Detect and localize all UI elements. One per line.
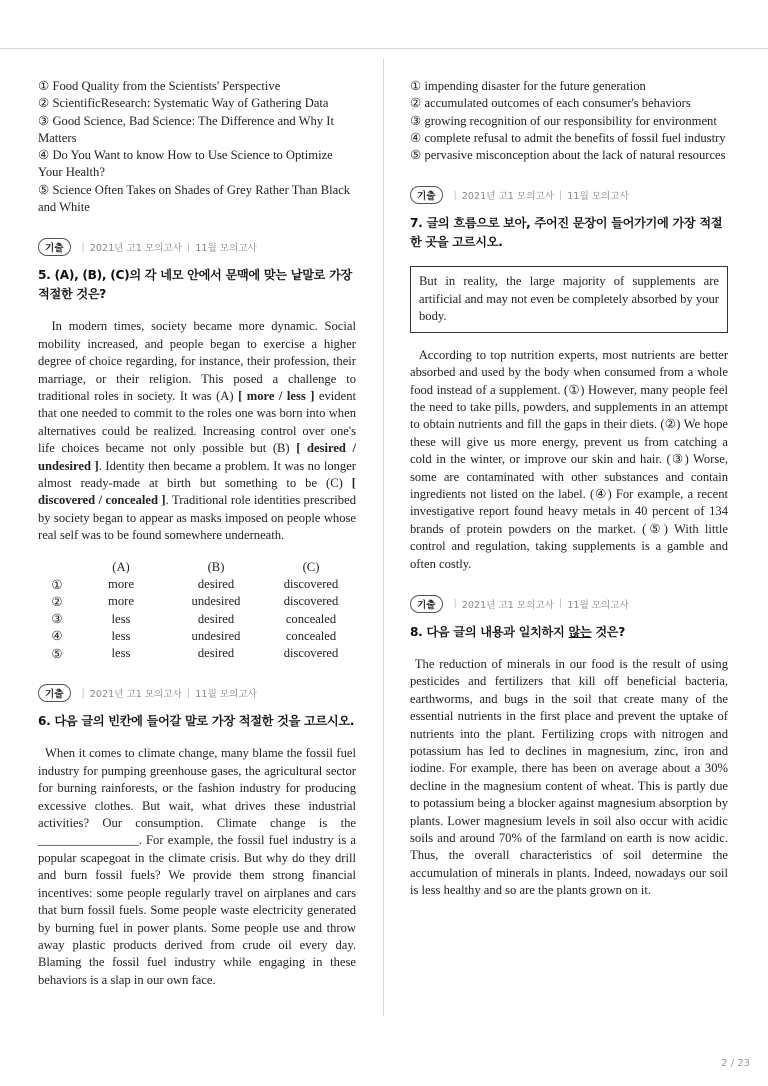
source-month: 11월 모의고사	[195, 689, 257, 701]
q7-passage: According to top nutrition experts, most nutrients are better absorbed and used by the body when consumed from a whole food instead of a supplement. (①) However, many people feel the need to take pills, powders, and supplements in an attempt to obtain nutrients and fill the gaps in their diets. (②) We hope these will give us more energy, prevent us from catching a cold in the winter, or improve our skin and hair. (③) Worse, some are contaminated with other substances and contain ingredients not listed on the label. (④) For example, a recent investigative report found heavy metals in 40 percent of 134 brands of protein powders on the market. (⑤) With little control and regulation, taking supplements is a gamble and often costly.	[410, 347, 729, 571]
q6-title: 6. 다음 글의 빈칸에 들어갈 말로 가장 적절한 것을 고르시오.	[38, 714, 355, 729]
left-column	[38, 78, 356, 989]
option-2: ② ScientificResearch: Systematic Way of Gathering Data	[38, 96, 329, 111]
q4-options	[38, 78, 356, 216]
option-5: ⑤ pervasive misconception about the lack of natural resources	[410, 148, 726, 163]
table-row: ② more undesired discovered	[51, 594, 339, 609]
table-row: ③ less desired concealed	[51, 611, 337, 627]
q5-title: 5. (A), (B), (C)의 각 네모 안에서 문맥에 맞는 낱말로 가장 적절한 것은?	[38, 268, 353, 302]
option-2: ② accumulated outcomes of each consumer's behaviors	[410, 96, 691, 111]
column-divider	[383, 58, 384, 1016]
choice-c: [ discovered / concealed ]	[38, 476, 356, 508]
option-1: ① impending disaster for the future generation	[410, 79, 646, 93]
source-tag-q5: 기출 | 2021년 고1 모의고사 | 11월 모의고사	[38, 238, 356, 256]
q6-options	[410, 78, 728, 164]
source-year: 2021년 고1 모의고사	[89, 689, 183, 701]
source-badge: 기출	[410, 186, 443, 204]
option-4: ④ Do You Want to know How to Use Science to Optimize Your Health?	[38, 148, 333, 180]
option-3: ③ growing recognition of our responsibility for environment	[410, 113, 717, 128]
source-badge: 기출	[38, 238, 71, 256]
source-month: 11월 모의고사	[567, 191, 629, 203]
q8-passage: The reduction of minerals in our food is the result of using pesticides and fertilizers that kill off beneficial bacteria, earthworms, and bugs in the soil that create many of the essential nutrients in the first place and prevent the uptake of nutrients into the plant. Fertilizing crops with nitrogen and potassium has led to declines in magnesium, zinc, iron and iodine. For example, there has been on average about a 30% decline in the magnesium content of wheat. This is partly due to potassium being a blocker against magnesium absorption by plants. Lower magnesium levels in soil also occur with acidic soils and around 70% of the farmland on earth is now acidic. Thus, the overall characteristics of soil determine the accumulation of minerals in plants. Indeed, nowadays our soil is less healthy and so are the plants grown on it.	[410, 656, 729, 898]
source-month: 11월 모의고사	[195, 243, 257, 255]
source-year: 2021년 고1 모의고사	[461, 191, 555, 203]
q6-passage: When it comes to climate change, many blame the fossil fuel industry for pumping greenhouse gases, the agricultural sector for burning rainforests, or the fashion industry for producing excessive clothes. But wait, what drives these industrial activities? Our consumption. Climate change is the ________________. For example, the fossil fuel industry is a popular scapegoat in the climate crisis. But why do they drill and burn fossil fuels? We provide them strong financial incentives: some people regularly travel on airplanes and cars that burn fossil fuels. Some people waste electricity generated by burning fuel in power plants. Some people use and throw away plastic products derived from crude oil every day. Blaming the fossil fuel industry while engaging in these behaviors is a slap in our own face.	[38, 746, 356, 987]
table-row: ⑤ less desired discovered	[51, 646, 339, 661]
source-month: 11월 모의고사	[567, 599, 629, 611]
source-year: 2021년 고1 모의고사	[461, 599, 555, 611]
table-header-row: (A) (B) (C)	[112, 559, 320, 574]
source-tag-q6: 기출 | 2021년 고1 모의고사 | 11월 모의고사	[38, 684, 356, 702]
option-1: ① Food Quality from the Scientists' Perspective	[38, 79, 281, 93]
source-badge: 기출	[410, 595, 443, 613]
table-row: ① more desired discovered	[51, 577, 339, 592]
source-badge: 기출	[38, 684, 71, 702]
page-number: 2 / 23	[721, 1058, 750, 1069]
option-4: ④ complete refusal to admit the benefits of fossil fuel industry	[410, 130, 726, 145]
choice-a: [ more / less ]	[238, 389, 315, 403]
right-column	[410, 78, 728, 900]
choice-b: [ desired / undesired ]	[38, 441, 356, 473]
q7-given-sentence: But in reality, the large majority of supplements are artificial and may not even be completely absorbed by your body.	[410, 266, 728, 332]
source-tag-q7: 기출 | 2021년 고1 모의고사 | 11월 모의고사	[410, 186, 728, 204]
q7-title: 7. 글의 흐름으로 보아, 주어진 문장이 들어가기에 가장 적절한 곳을 고르시오.	[410, 216, 723, 250]
q5-answer-table	[38, 559, 356, 663]
table-row: ④ less undesired concealed	[51, 628, 337, 644]
source-tag-q8: 기출 | 2021년 고1 모의고사 | 11월 모의고사	[410, 595, 728, 613]
option-5: ⑤ Science Often Takes on Shades of Grey Rather Than Black and White	[38, 182, 351, 215]
option-3: ③ Good Science, Bad Science: The Difference and Why It Matters	[38, 113, 334, 145]
q8-title: 8. 다음 글의 내용과 일치하지 않는 것은?	[410, 624, 626, 639]
header-rule	[0, 48, 768, 49]
q5-passage: In modern times, society became more dynamic. Social mobility increased, and people began to exercise a higher degree of choice regarding, for instance, their profession, their marriage, or their religion. This posed a challenge to traditional roles in society. It was (A) [ more / less ] evident that one needed to commit to the roles one was born into when alternatives could be realized. Increasing control over one's life choices became not only possible but (B) [ desired / undesired ]. Identity then became a problem. It was no longer almost ready-made at birth but something to be (C) [ discovered / concealed ]. Traditional role identities prescribed by society began to appear as masks imposed on people whose real self was to be found somewhere underneath.	[38, 319, 356, 543]
answer-blank: ________________	[38, 833, 139, 848]
source-year: 2021년 고1 모의고사	[89, 243, 183, 255]
